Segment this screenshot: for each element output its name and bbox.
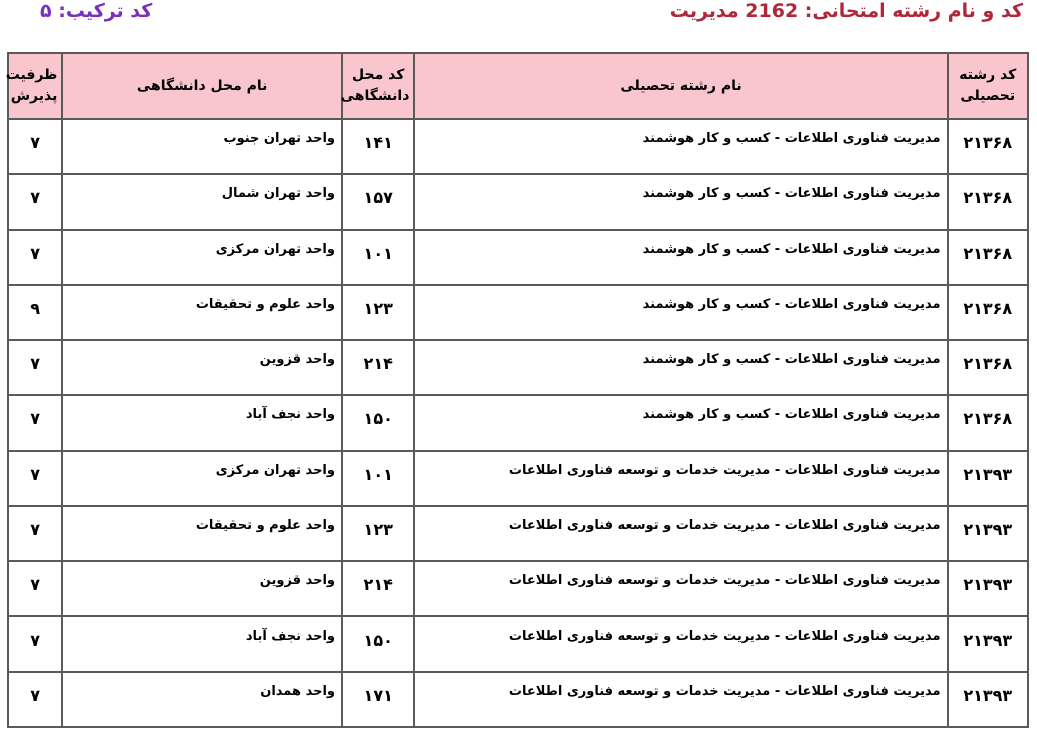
cell-field-name-text: مدیریت فناوری اطلاعات - کسب و کار هوشمند [642, 186, 941, 202]
cell-uni-name [62, 285, 342, 340]
table-row [8, 340, 1028, 395]
cell-field-name-text: مدیریت فناوری اطلاعات - مدیریت خدمات و توسعه فناوری اطلاعات [508, 628, 941, 644]
cell-field-code [948, 340, 1028, 395]
cell-capacity-text: ۷ [30, 630, 41, 650]
cell-field-name [414, 451, 947, 506]
cell-uni-name [62, 616, 342, 671]
cell-field-code-text: ۲۱۳۹۳ [963, 575, 1013, 595]
cell-field-name [414, 506, 947, 561]
cell-field-code [948, 395, 1028, 450]
table-row [8, 506, 1028, 561]
cell-field-code [948, 174, 1028, 229]
cell-field-name-text: مدیریت فناوری اطلاعات - مدیریت خدمات و توسعه فناوری اطلاعات [508, 683, 941, 699]
cell-uni-name-text: واحد نجف آباد [245, 628, 335, 644]
cell-capacity-text: ۹ [30, 298, 41, 318]
cell-capacity [8, 395, 62, 450]
table-row [8, 616, 1028, 671]
exam-field-title: کد و نام رشته امتحانی: 2162 مدیریت [669, 0, 1023, 22]
cell-uni-code [342, 616, 414, 671]
cell-field-code-text: ۲۱۳۶۸ [963, 298, 1013, 318]
table-row [8, 395, 1028, 450]
cell-uni-name-text: واحد همدان [260, 683, 335, 699]
cell-field-name-text: مدیریت فناوری اطلاعات - کسب و کار هوشمند [642, 296, 941, 312]
cell-uni-code-text: ۱۵۰ [363, 409, 393, 429]
cell-uni-name [62, 340, 342, 395]
cell-uni-name-text: واحد تهران شمال [221, 186, 335, 202]
cell-field-name [414, 616, 947, 671]
cell-uni-code [342, 506, 414, 561]
cell-uni-name [62, 395, 342, 450]
cell-field-name-text: مدیریت فناوری اطلاعات - کسب و کار هوشمند [642, 131, 941, 147]
table-row [8, 561, 1028, 616]
cell-capacity [8, 451, 62, 506]
cell-field-code-text: ۲۱۳۶۸ [963, 243, 1013, 263]
cell-uni-name [62, 174, 342, 229]
cell-field-code [948, 561, 1028, 616]
cell-field-name-text: مدیریت فناوری اطلاعات - مدیریت خدمات و توسعه فناوری اطلاعات [508, 573, 941, 589]
cell-field-name-text: مدیریت فناوری اطلاعات - مدیریت خدمات و توسعه فناوری اطلاعات [508, 462, 941, 478]
cell-capacity [8, 285, 62, 340]
cell-capacity-text: ۷ [30, 685, 41, 705]
table-row [8, 285, 1028, 340]
cell-uni-name [62, 561, 342, 616]
cell-uni-code [342, 340, 414, 395]
cell-uni-code-text: ۱۲۳ [363, 519, 393, 539]
cell-uni-code-text: ۱۰۱ [363, 464, 393, 484]
table-row [8, 230, 1028, 285]
cell-field-name-text: مدیریت فناوری اطلاعات - کسب و کار هوشمند [642, 407, 941, 423]
cell-field-code-text: ۲۱۳۹۳ [963, 464, 1013, 484]
cell-capacity-text: ۷ [30, 188, 41, 208]
cell-capacity-text: ۷ [30, 409, 41, 429]
cell-uni-name-text: واحد تهران مرکزی [215, 241, 335, 257]
cell-field-name [414, 230, 947, 285]
cell-uni-code-text: ۱۲۳ [363, 298, 393, 318]
cell-uni-name [62, 451, 342, 506]
cell-uni-code [342, 119, 414, 174]
cell-uni-name [62, 506, 342, 561]
cell-capacity [8, 616, 62, 671]
cell-uni-code [342, 395, 414, 450]
cell-uni-name-text: واحد قزوین [259, 573, 335, 589]
cell-uni-name [62, 672, 342, 727]
header-field-name: نام رشته تحصیلی [414, 53, 947, 119]
combination-code: کد ترکیب: ۵ [40, 0, 153, 22]
cell-uni-code [342, 174, 414, 229]
cell-uni-code [342, 672, 414, 727]
cell-uni-code-text: ۱۰۱ [363, 243, 393, 263]
cell-field-code-text: ۲۱۳۹۳ [963, 519, 1013, 539]
cell-uni-name-text: واحد نجف آباد [245, 407, 335, 423]
cell-capacity [8, 119, 62, 174]
cell-uni-code [342, 230, 414, 285]
cell-field-name [414, 672, 947, 727]
cell-uni-name-text: واحد تهران جنوب [223, 131, 335, 147]
cell-field-code-text: ۲۱۳۹۳ [963, 630, 1013, 650]
cell-field-name [414, 395, 947, 450]
cell-uni-code-text: ۲۱۴ [363, 575, 393, 595]
cell-capacity [8, 561, 62, 616]
cell-capacity-text: ۷ [30, 354, 41, 374]
cell-field-code [948, 285, 1028, 340]
cell-capacity [8, 506, 62, 561]
cell-uni-code-text: ۱۴۱ [363, 133, 393, 153]
cell-capacity-text: ۷ [30, 575, 41, 595]
table-row [8, 451, 1028, 506]
cell-field-code-text: ۲۱۳۶۸ [963, 409, 1013, 429]
cell-capacity-text: ۷ [30, 243, 41, 263]
table-row [8, 119, 1028, 174]
header-capacity: ظرفیت پذیرش [8, 53, 62, 119]
cell-field-code [948, 230, 1028, 285]
admission-table [7, 52, 1029, 728]
cell-field-name [414, 119, 947, 174]
cell-field-code [948, 451, 1028, 506]
cell-uni-code-text: ۱۵۷ [363, 188, 393, 208]
cell-uni-code [342, 451, 414, 506]
cell-field-code-text: ۲۱۳۶۸ [963, 188, 1013, 208]
cell-uni-code [342, 561, 414, 616]
cell-uni-code [342, 285, 414, 340]
cell-field-code-text: ۲۱۳۶۸ [963, 133, 1013, 153]
table-row [8, 174, 1028, 229]
cell-field-code [948, 616, 1028, 671]
cell-field-name [414, 340, 947, 395]
cell-uni-name-text: واحد تهران مرکزی [215, 462, 335, 478]
cell-capacity-text: ۷ [30, 519, 41, 539]
cell-uni-code-text: ۱۷۱ [363, 685, 393, 705]
cell-capacity [8, 672, 62, 727]
header-field-code: کد رشته تحصیلی [948, 53, 1028, 119]
cell-uni-name [62, 230, 342, 285]
cell-field-name-text: مدیریت فناوری اطلاعات - کسب و کار هوشمند [642, 241, 941, 257]
table-row [8, 672, 1028, 727]
cell-field-code [948, 506, 1028, 561]
cell-uni-name-text: واحد علوم و تحقیقات [195, 296, 335, 312]
cell-capacity-text: ۷ [30, 464, 41, 484]
cell-uni-name-text: واحد قزوین [259, 352, 335, 368]
cell-field-name [414, 174, 947, 229]
cell-uni-code-text: ۱۵۰ [363, 630, 393, 650]
header-uni-code: کد محل دانشگاهی [342, 53, 414, 119]
table-header-row [8, 53, 1028, 119]
cell-uni-name [62, 119, 342, 174]
cell-capacity [8, 340, 62, 395]
cell-field-name-text: مدیریت فناوری اطلاعات - مدیریت خدمات و توسعه فناوری اطلاعات [508, 517, 941, 533]
cell-field-name-text: مدیریت فناوری اطلاعات - کسب و کار هوشمند [642, 352, 941, 368]
cell-field-code-text: ۲۱۳۹۳ [963, 685, 1013, 705]
cell-capacity [8, 230, 62, 285]
cell-field-name [414, 561, 947, 616]
cell-uni-code-text: ۲۱۴ [363, 354, 393, 374]
cell-field-name [414, 285, 947, 340]
cell-field-code-text: ۲۱۳۶۸ [963, 354, 1013, 374]
cell-field-code [948, 119, 1028, 174]
cell-capacity-text: ۷ [30, 133, 41, 153]
header-uni-name: نام محل دانشگاهی [62, 53, 342, 119]
cell-uni-name-text: واحد علوم و تحقیقات [195, 517, 335, 533]
cell-field-code [948, 672, 1028, 727]
cell-capacity [8, 174, 62, 229]
